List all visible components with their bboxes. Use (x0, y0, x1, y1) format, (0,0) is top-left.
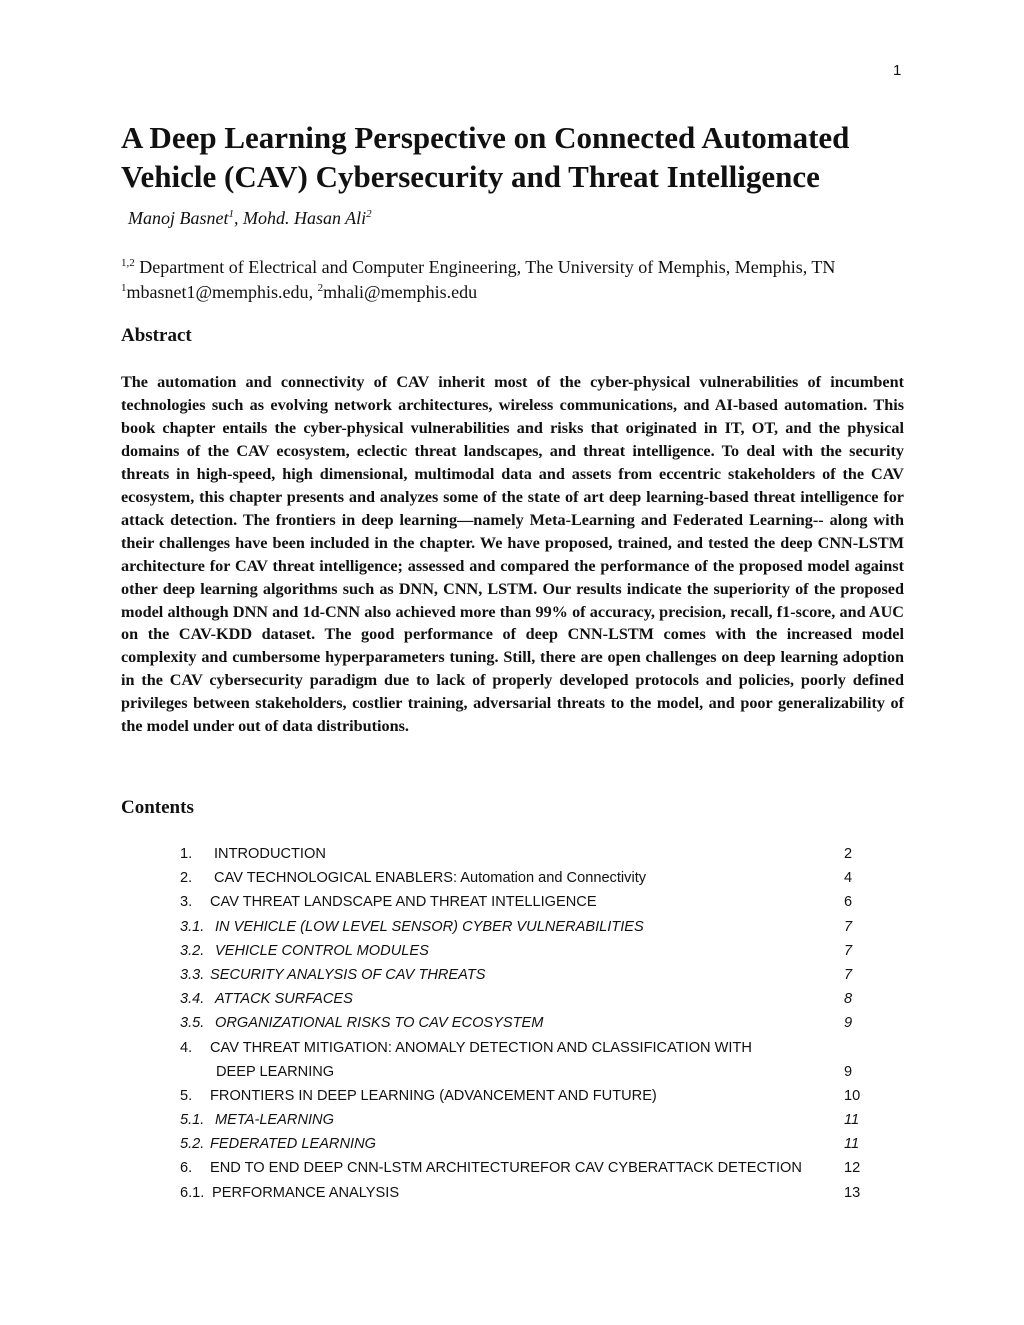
toc-entry-page: 7 (844, 966, 853, 983)
toc-entry-label: ORGANIZATIONAL RISKS TO CAV ECOSYSTEM (215, 1015, 544, 1032)
email-separator: , (308, 282, 318, 302)
toc-entry (180, 1011, 880, 1035)
abstract-heading: Abstract (121, 325, 192, 346)
toc-entry-page: 8 (844, 991, 853, 1008)
affiliation (121, 255, 906, 305)
toc-entry (180, 987, 880, 1011)
email-2: mhali@memphis.edu (323, 282, 478, 302)
author-separator: , (234, 208, 243, 228)
toc-entry-label: PERFORMANCE ANALYSIS (212, 1184, 400, 1201)
toc-entry-number: 5. (180, 1087, 193, 1104)
authors (128, 208, 372, 229)
toc-entry-label: IN VEHICLE (LOW LEVEL SENSOR) CYBER VULNERABILITIES (215, 918, 644, 935)
toc-entry (180, 1108, 880, 1132)
toc-entry (180, 915, 880, 939)
toc-entry-page: 6 (844, 894, 853, 911)
toc-entry (180, 890, 880, 914)
toc-entry-label: CAV TECHNOLOGICAL ENABLERS: Automation and Connectivity (214, 870, 647, 887)
toc-entry-page: 11 (844, 1112, 860, 1129)
toc-entry-number: 5.2. (180, 1136, 205, 1153)
toc-entry-label: DEEP LEARNING (216, 1063, 335, 1080)
affiliation-mark: 1,2 (121, 257, 135, 269)
author-2-affil-mark: 2 (366, 208, 372, 220)
toc-entry-number: 3.1. (180, 918, 205, 935)
contents-heading: Contents (121, 797, 194, 818)
affiliation-text: Department of Electrical and Computer Engineering, The University of Memphis, Memphis, TN (134, 257, 836, 277)
toc-entry-number: 3.2. (180, 942, 205, 959)
toc-entry (180, 1156, 880, 1180)
toc-entry-number: 3.4. (180, 991, 205, 1008)
toc-entry-page: 9 (844, 1063, 853, 1080)
toc-entry-continuation (180, 1060, 880, 1084)
toc-entry-number: 3. (180, 894, 193, 911)
toc-entry-label: CAV THREAT MITIGATION: ANOMALY DETECTION AND CLASSIFICATION WITH (210, 1039, 752, 1056)
toc-entry (180, 1036, 880, 1060)
toc-entry (180, 866, 880, 890)
toc-entry-page: 4 (844, 870, 853, 887)
paper-title: A Deep Learning Perspective on Connected Automated Vehicle (CAV) Cybersecurity and Threat Intelligence (121, 120, 850, 194)
toc-entry-page: 10 (844, 1087, 861, 1104)
table-of-contents (180, 842, 880, 1205)
toc-entry-number: 3.5. (180, 1015, 205, 1032)
toc-entry (180, 1181, 880, 1205)
toc-entry-label: CAV THREAT LANDSCAPE AND THREAT INTELLIGENCE (210, 894, 597, 911)
toc-entry-page: 2 (844, 846, 853, 862)
author-1-affil-mark: 1 (228, 208, 234, 220)
author-2: Mohd. Hasan Ali (243, 208, 367, 228)
toc-entry-page: 11 (844, 1136, 860, 1153)
toc-entry (180, 939, 880, 963)
toc-entry-page: 13 (844, 1184, 861, 1201)
toc-entry-label: SECURITY ANALYSIS OF CAV THREATS (210, 966, 486, 983)
toc-entry (180, 1084, 880, 1108)
toc-entry-number: 5.1. (180, 1112, 205, 1129)
email-1: mbasnet1@memphis.edu (126, 282, 309, 302)
toc-entry-label: FEDERATED LEARNING (210, 1136, 376, 1153)
page-number: 1 (893, 62, 902, 79)
toc-entry-label: INTRODUCTION (214, 846, 326, 862)
toc-entry-page: 12 (844, 1160, 861, 1177)
toc-entry-number: 2. (180, 870, 193, 887)
toc-entry-number: 3.3. (180, 966, 205, 983)
toc-entry-number: 6. (180, 1160, 193, 1177)
toc-entry-label: ATTACK SURFACES (215, 991, 353, 1008)
toc-entry-page: 7 (844, 918, 853, 935)
toc-entry-page: 9 (844, 1015, 853, 1032)
toc-entry-label: FRONTIERS IN DEEP LEARNING (ADVANCEMENT AND FUTURE) (210, 1087, 657, 1104)
email-1-mark: 1 (121, 282, 127, 294)
toc-entry-number: 4. (180, 1039, 193, 1056)
toc-entry-label: END TO END DEEP CNN-LSTM ARCHITECTUREFOR CAV CYBERATTACK DETECTION (210, 1160, 802, 1177)
abstract-body: The automation and connectivity of CAV inherit most of the cyber-physical vulnerabilities of incumbent technologies such as evolving network architectures, wireless communications, and AI-based automation. This book chapter entails the cyber-physical vulnerabilities and risks that originated in IT, OT, and the physical domains of the CAV ecosystem, eclectic threat landscapes, and threat intelligence. To deal with the security threats in high-speed, high dimensional, multimodal data and assets from eccentric stakeholders of the CAV ecosystem, this chapter presents and analyzes some of the state of art deep learning-based threat intelligence for attack detection. The frontiers in deep learning—namely Meta-Learning and Federated Learning-- along with their challenges have been included in the chapter. We have proposed, trained, and tested the deep CNN-LSTM architecture for CAV threat intelligence; assessed and compared the performance of the proposed model against other deep learning algorithms such as DNN, CNN, LSTM. Our results indicate the superiority of the proposed model although DNN and 1d-CNN also achieved more than 99% of accuracy, precision, recall, f1-score, and AUC on the CAV-KDD dataset. The good performance of deep CNN-LSTM comes with the increased model complexity and cumbersome hyperparameters tuning. Still, there are open challenges on deep learning adoption in the CAV cybersecurity paradigm due to lack of properly developed protocols and policies, poorly defined privileges between stakeholders, costlier training, adversarial threats to the model, and poor generalizability of the model under out of data distributions. (121, 373, 904, 736)
toc-entry (180, 963, 880, 987)
toc-entry-label: VEHICLE CONTROL MODULES (215, 942, 429, 959)
author-1: Manoj Basnet (128, 208, 229, 228)
toc-entry-label: META-LEARNING (215, 1112, 334, 1129)
toc-entry (180, 1132, 880, 1156)
email-2-mark: 2 (317, 282, 324, 294)
toc-entry-number: 1. (180, 846, 193, 862)
toc-entry-number: 6.1. (180, 1184, 205, 1201)
toc-entry-page: 7 (844, 942, 853, 959)
toc-entry (180, 842, 880, 866)
